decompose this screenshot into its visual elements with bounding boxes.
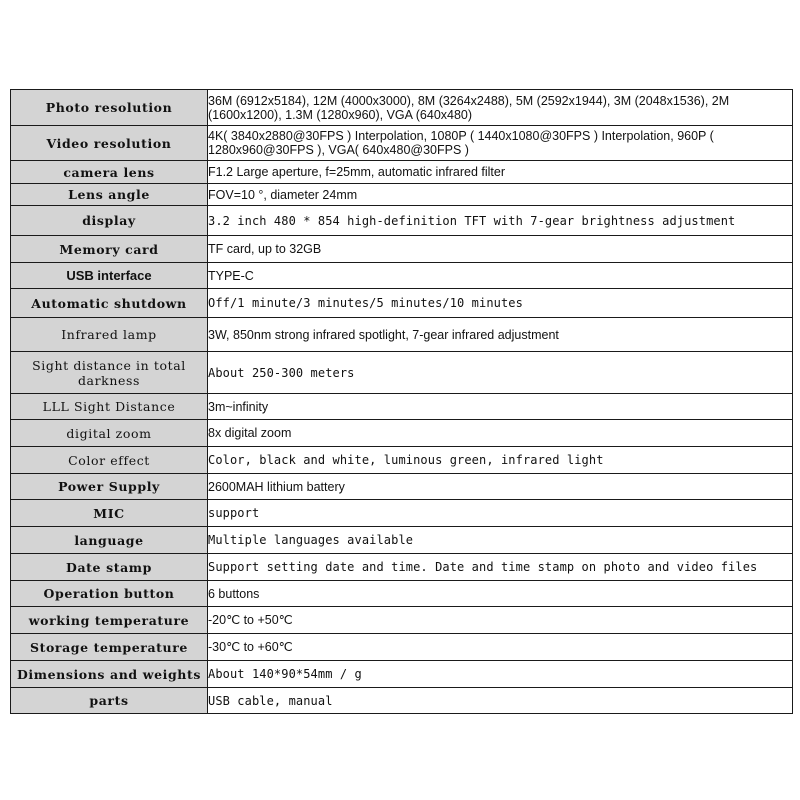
spec-label: Power Supply (11, 474, 208, 500)
spec-value: 3W, 850nm strong infrared spotlight, 7-gear infrared adjustment (208, 318, 793, 352)
spec-value: Support setting date and time. Date and time stamp on photo and video files (208, 554, 793, 581)
spec-label: digital zoom (11, 420, 208, 447)
spec-value: FOV=10 °, diameter 24mm (208, 184, 793, 206)
spec-label: Lens angle (11, 184, 208, 206)
spec-value: -30℃ to +60℃ (208, 634, 793, 661)
spec-label: Photo resolution (11, 90, 208, 126)
table-row (11, 607, 793, 634)
spec-label: Automatic shutdown (11, 289, 208, 318)
spec-value: TF card, up to 32GB (208, 236, 793, 263)
spec-label: Operation button (11, 581, 208, 607)
spec-value: Color, black and white, luminous green, infrared light (208, 447, 793, 474)
table-row (11, 289, 793, 318)
spec-value: Off/1 minute/3 minutes/5 minutes/10 minutes (208, 289, 793, 318)
table-row (11, 500, 793, 527)
spec-label: Sight distance in total darkness (11, 352, 208, 394)
spec-label: Color effect (11, 447, 208, 474)
table-row (11, 581, 793, 607)
table-row (11, 554, 793, 581)
spec-value: 36M (6912x5184), 12M (4000x3000), 8M (3264x2488), 5M (2592x1944), 3M (2048x1536), 2M (1600x1200), 1.3M (1280x960), VGA (640x480) (208, 90, 793, 126)
spec-value: -20℃ to +50℃ (208, 607, 793, 634)
spec-value: F1.2 Large aperture, f=25mm, automatic infrared filter (208, 161, 793, 184)
spec-value: About 140*90*54mm / g (208, 661, 793, 688)
spec-label: display (11, 206, 208, 236)
spec-label: Dimensions and weights (11, 661, 208, 688)
table-row (11, 90, 793, 126)
spec-label: Memory card (11, 236, 208, 263)
spec-label: language (11, 527, 208, 554)
spec-label: Storage temperature (11, 634, 208, 661)
spec-label: working temperature (11, 607, 208, 634)
table-row (11, 447, 793, 474)
spec-sheet (10, 89, 793, 714)
spec-label: parts (11, 688, 208, 714)
table-row (11, 661, 793, 688)
table-row (11, 236, 793, 263)
spec-value: 4K( 3840x2880@30FPS ) Interpolation, 1080P ( 1440x1080@30FPS ) Interpolation, 960P ( 1280x960@30FPS ), VGA( 640x480@30FPS ) (208, 126, 793, 161)
spec-label: USB interface (11, 263, 208, 289)
table-row (11, 420, 793, 447)
spec-value: 2600MAH lithium battery (208, 474, 793, 500)
table-row (11, 318, 793, 352)
spec-value: USB cable, manual (208, 688, 793, 714)
spec-label: Date stamp (11, 554, 208, 581)
spec-value: Multiple languages available (208, 527, 793, 554)
spec-value: 3.2 inch 480 * 854 high-definition TFT with 7-gear brightness adjustment (208, 206, 793, 236)
table-row (11, 394, 793, 420)
spec-value: 8x digital zoom (208, 420, 793, 447)
table-row (11, 263, 793, 289)
table-row (11, 634, 793, 661)
table-row (11, 352, 793, 394)
spec-label: LLL Sight Distance (11, 394, 208, 420)
spec-value: 6 buttons (208, 581, 793, 607)
table-row (11, 206, 793, 236)
spec-label: MIC (11, 500, 208, 527)
spec-value: 3m~infinity (208, 394, 793, 420)
table-row (11, 161, 793, 184)
table-row (11, 126, 793, 161)
spec-label: camera lens (11, 161, 208, 184)
spec-label: Infrared lamp (11, 318, 208, 352)
table-row (11, 184, 793, 206)
spec-value: support (208, 500, 793, 527)
spec-value: About 250-300 meters (208, 352, 793, 394)
table-row (11, 688, 793, 714)
table-row (11, 527, 793, 554)
spec-table (10, 89, 793, 714)
spec-value: TYPE-C (208, 263, 793, 289)
spec-label: Video resolution (11, 126, 208, 161)
table-row (11, 474, 793, 500)
